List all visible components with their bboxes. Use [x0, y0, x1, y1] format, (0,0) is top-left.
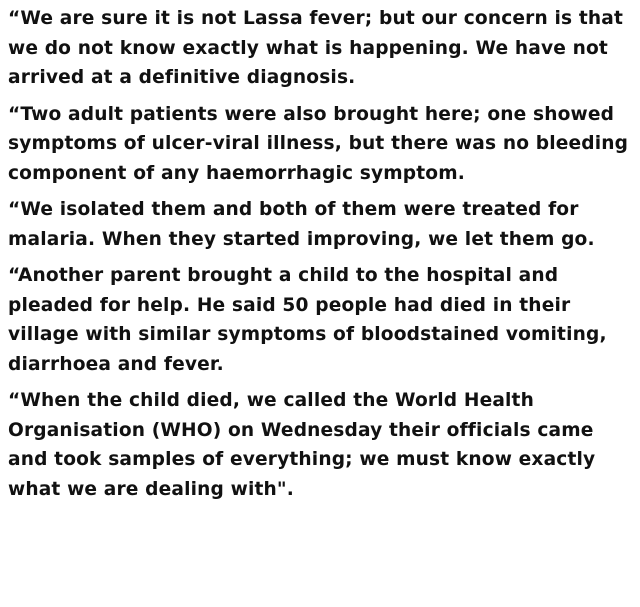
paragraph-2: “Two adult patients were also brought here; one showed symptoms of ulcer-viral illness, but there was no bleeding component of any haemorrhagic symptom.: [8, 103, 629, 184]
paragraph-3: “We isolated them and both of them were treated for malaria. When they started improving, we let them go.: [8, 199, 595, 250]
article-text: [8, 4, 636, 511]
paragraph-5: “When the child died, we called the World Health Organisation (WHO) on Wednesday their officials came and took samples of everything; we must know exactly what we are dealing with".: [8, 390, 596, 500]
paragraph-4: “Another parent brought a child to the hospital and pleaded for help. He said 50 people had died in their village with similar symptoms of bloodstained vomiting, diarrhoea and fever.: [8, 265, 607, 375]
paragraph-1: “We are sure it is not Lassa fever; but our concern is that we do not know exactly what is happening. We have not arrived at a definitive diagnosis.: [8, 8, 624, 88]
